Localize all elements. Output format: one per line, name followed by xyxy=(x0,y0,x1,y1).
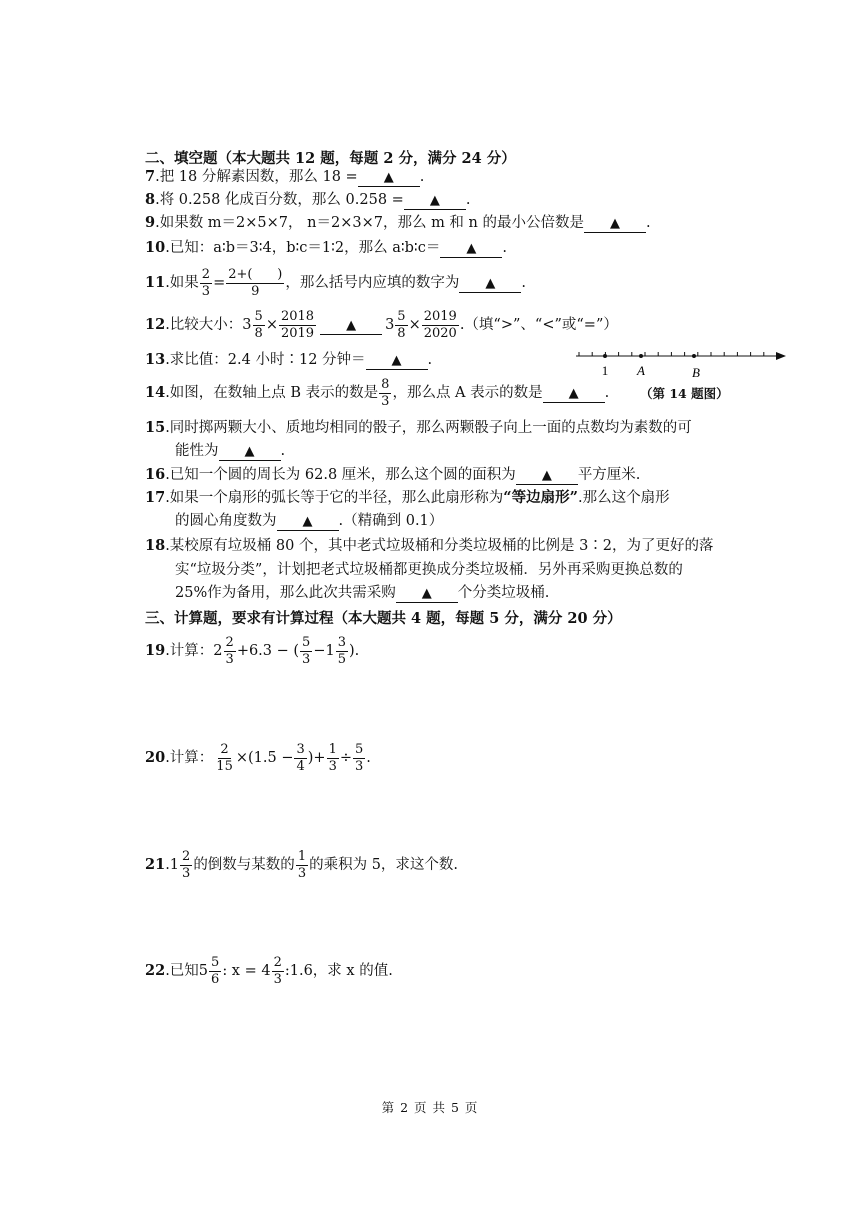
question-17-line-2 xyxy=(175,511,443,531)
times-sign: × xyxy=(265,317,278,333)
answer-blank[interactable] xyxy=(459,275,521,293)
question-text: .如图，在数轴上点 B 表示的数是 xyxy=(165,385,379,401)
fraction xyxy=(353,742,365,775)
question-text-end: 个分类垃圾桶. xyxy=(457,585,550,601)
numerator: 2019 xyxy=(423,308,457,324)
denominator: 3 xyxy=(225,651,234,667)
fraction xyxy=(296,849,308,882)
point-B xyxy=(692,354,696,358)
denominator: 2019 xyxy=(280,325,315,341)
question-number: 14 xyxy=(145,384,166,401)
denominator: 3 xyxy=(182,865,191,881)
question-11 xyxy=(145,264,526,302)
answer-blank[interactable] xyxy=(396,585,458,603)
denominator: 2020 xyxy=(423,325,457,341)
question-18-line-3 xyxy=(175,583,549,603)
fraction xyxy=(300,635,312,668)
question-10 xyxy=(145,238,507,258)
question-text: ，那么括号内应填的数字为 xyxy=(285,275,460,291)
answer-blank[interactable] xyxy=(516,467,578,485)
question-12 xyxy=(145,306,618,344)
question-18-line-2 xyxy=(175,560,683,580)
fraction xyxy=(294,742,306,775)
fraction xyxy=(200,267,212,300)
fraction xyxy=(422,309,459,342)
question-15-line-2 xyxy=(175,441,285,461)
denominator: 8 xyxy=(397,325,406,341)
question-number: 11 xyxy=(145,274,166,291)
question-text-end: . xyxy=(645,215,651,231)
question-17 xyxy=(145,488,670,508)
question-7 xyxy=(145,167,424,187)
question-text: .如果 xyxy=(165,275,199,291)
mixed-number xyxy=(213,632,237,670)
numerator: 3 xyxy=(337,634,346,650)
question-number: 13 xyxy=(145,351,166,368)
numerator: 2+( ) xyxy=(228,266,283,282)
denominator: 3 xyxy=(302,651,311,667)
numerator: 2 xyxy=(182,848,191,864)
question-number: 16 xyxy=(145,466,166,483)
triangle-mark: ▲ xyxy=(541,468,552,483)
question-text: .已知5 xyxy=(165,963,209,979)
question-8 xyxy=(145,190,470,210)
denominator: 6 xyxy=(211,971,220,987)
answer-blank[interactable] xyxy=(440,240,502,258)
question-number: 21 xyxy=(145,856,166,873)
question-number: 12 xyxy=(145,316,166,333)
question-text: .把 18 分解素因数，那么 18 = xyxy=(155,169,358,185)
point-1 xyxy=(603,354,607,358)
question-text: 的圆心角度数为 xyxy=(175,513,277,529)
question-text: .某校原有垃圾桶 80 个，其中老式垃圾桶和分类垃圾桶的比例是 3∶2，为了更好的落 xyxy=(165,538,714,554)
question-number: 10 xyxy=(145,239,166,256)
fraction xyxy=(327,742,339,775)
fraction xyxy=(180,849,192,882)
numerator: 5 xyxy=(355,741,364,757)
answer-blank[interactable] xyxy=(366,352,428,370)
numerator: 2 xyxy=(220,741,229,757)
whole-part: 3 xyxy=(242,317,252,333)
triangle-mark: ▲ xyxy=(485,276,496,291)
question-text: ，那么点 A 表示的数是 xyxy=(392,385,543,401)
question-text: :1.6，求 x 的值. xyxy=(284,963,393,979)
question-text-end: 平方厘米. xyxy=(577,467,641,483)
triangle-mark: ▲ xyxy=(429,193,440,208)
label-B: B xyxy=(692,365,700,380)
expression-text: −1 xyxy=(313,643,335,659)
question-number: 17 xyxy=(145,489,166,506)
fraction xyxy=(272,955,284,988)
answer-blank[interactable] xyxy=(320,317,382,335)
question-text: 25%作为备用，那么此次共需采购 xyxy=(175,585,396,601)
question-text: .求比值：2.4 小时∶12 分钟＝ xyxy=(165,352,366,368)
fraction xyxy=(224,635,236,668)
question-text-end: . xyxy=(521,275,526,291)
expression-text: +6.3 − ( xyxy=(236,643,300,659)
label-1: 1 xyxy=(601,363,609,378)
question-15 xyxy=(145,418,692,438)
denominator: 9 xyxy=(251,283,260,299)
question-text: .那么这个扇形 xyxy=(577,490,670,506)
question-text-end: . xyxy=(427,352,433,368)
expression-text: . xyxy=(366,750,371,766)
question-number: 7 xyxy=(145,168,156,185)
fraction xyxy=(226,267,284,300)
question-text: .同时掷两颗大小、质地均相同的骰子，那么两颗骰子向上一面的点数均为素数的可 xyxy=(165,420,692,436)
figure-caption: （第 14 题图） xyxy=(640,386,729,401)
numerator: 1 xyxy=(297,848,307,864)
question-text-end: . xyxy=(419,169,425,185)
numerator: 5 xyxy=(254,308,263,324)
fraction xyxy=(279,309,316,342)
fraction xyxy=(209,955,221,988)
triangle-mark: ▲ xyxy=(383,170,394,185)
question-number: 20 xyxy=(145,749,166,766)
numerator: 2 xyxy=(273,954,282,970)
numerator: 5 xyxy=(302,634,311,650)
numerator: 8 xyxy=(381,376,390,392)
triangle-mark: ▲ xyxy=(302,514,313,529)
denominator: 5 xyxy=(337,651,346,667)
denominator: 3 xyxy=(273,971,282,987)
question-text-end: . xyxy=(502,240,507,256)
expression-text: ×(1.5 − xyxy=(235,750,294,766)
numerator: 1 xyxy=(328,741,337,757)
numerator: 2018 xyxy=(280,308,315,324)
triangle-mark: ▲ xyxy=(391,353,402,368)
question-text-end: .（精确到 0.1） xyxy=(338,513,444,529)
question-number: 8 xyxy=(145,191,156,208)
section-2-heading: 二、填空题（本大题共 12 题，每题 2 分，满分 24 分） xyxy=(145,150,516,167)
answer-blank[interactable] xyxy=(543,385,605,403)
mixed-number xyxy=(385,306,409,344)
question-14 xyxy=(145,374,609,412)
question-22 xyxy=(145,952,393,990)
fraction xyxy=(336,635,348,668)
question-text: 能性为 xyxy=(175,443,219,459)
question-21 xyxy=(145,846,458,884)
triangle-mark: ▲ xyxy=(466,241,477,256)
question-text: 的倒数与某数的 xyxy=(193,857,295,873)
numerator: 5 xyxy=(397,308,406,324)
expression-text: ). xyxy=(348,643,360,659)
answer-blank[interactable] xyxy=(277,513,339,531)
arrow-head-icon xyxy=(776,352,786,360)
question-text: .1 xyxy=(165,857,180,873)
question-text: .如果数 m＝2×5×7， n＝2×3×7，那么 m 和 n 的最小公倍数是 xyxy=(155,215,584,231)
fraction xyxy=(395,309,407,342)
answer-blank[interactable] xyxy=(584,215,646,233)
question-text: : x = 4 xyxy=(222,963,271,979)
numerator: 3 xyxy=(296,741,305,757)
question-text-end: .（填“>”、“<”或“=”） xyxy=(459,317,618,333)
triangle-mark: ▲ xyxy=(346,318,357,333)
question-text: .如果一个扇形的弧长等于它的半径，那么此扇形称为 xyxy=(165,490,504,506)
answer-blank[interactable] xyxy=(404,192,466,210)
fraction xyxy=(379,377,391,410)
triangle-mark: ▲ xyxy=(421,586,432,601)
expression-text: )+ xyxy=(307,750,326,766)
question-16 xyxy=(145,465,640,485)
section-3-heading: 三、计算题，要求有计算过程（本大题共 4 题，每题 5 分，满分 20 分） xyxy=(145,610,622,627)
question-text: 的乘积为 5，求这个数. xyxy=(309,857,459,873)
denominator: 4 xyxy=(296,758,305,774)
question-number: 18 xyxy=(145,537,166,554)
whole-part: 3 xyxy=(385,317,395,333)
point-A xyxy=(639,354,643,358)
whole-part: 2 xyxy=(213,643,223,659)
question-number: 15 xyxy=(145,419,166,436)
triangle-mark: ▲ xyxy=(568,386,579,401)
equals-sign: = xyxy=(213,275,226,291)
question-19 xyxy=(145,632,359,670)
question-text-end: . xyxy=(465,192,471,208)
label-A: A xyxy=(637,363,645,378)
question-number: 22 xyxy=(145,962,166,979)
question-number: 19 xyxy=(145,642,166,659)
denominator: 3 xyxy=(297,865,307,881)
numerator: 2 xyxy=(201,266,211,282)
question-text: .将 0.258 化成百分数，那么 0.258 = xyxy=(155,192,404,208)
question-text: .计算： xyxy=(165,643,214,659)
emphasized-term: “等边扇形” xyxy=(503,489,578,506)
denominator: 3 xyxy=(355,758,364,774)
numerator: 5 xyxy=(211,954,220,970)
fraction xyxy=(253,309,265,342)
question-text: .已知一个圆的周长为 62.8 厘米，那么这个圆的面积为 xyxy=(165,467,516,483)
mixed-number xyxy=(242,306,266,344)
question-number: 9 xyxy=(145,214,156,231)
denominator: 8 xyxy=(254,325,263,341)
question-text-end: . xyxy=(280,443,286,459)
question-9 xyxy=(145,213,651,233)
answer-blank[interactable] xyxy=(219,443,281,461)
triangle-mark: ▲ xyxy=(244,444,255,459)
question-text-end: . xyxy=(604,385,610,401)
denominator: 15 xyxy=(216,758,233,774)
question-18 xyxy=(145,536,714,556)
triangle-mark: ▲ xyxy=(609,216,620,231)
question-text: .比较大小： xyxy=(165,317,243,333)
denominator: 3 xyxy=(201,283,211,299)
denominator: 3 xyxy=(328,758,337,774)
divide-sign: ÷ xyxy=(339,750,352,766)
numerator: 2 xyxy=(225,634,234,650)
times-sign: × xyxy=(408,317,421,333)
question-text: .计算： xyxy=(165,750,214,766)
question-20 xyxy=(145,739,371,777)
question-text: 实“垃圾分类”，计划把老式垃圾桶都更换成分类垃圾桶．另外再采购更换总数的 xyxy=(175,562,683,578)
answer-blank[interactable] xyxy=(358,169,420,187)
denominator: 3 xyxy=(381,393,390,409)
fraction xyxy=(214,742,235,775)
page-footer: 第 2 页 共 5 页 xyxy=(381,1100,479,1115)
question-text: .已知：a∶b＝3∶4，b∶c＝1∶2，那么 a∶b∶c＝ xyxy=(165,240,441,256)
question-13 xyxy=(145,350,432,370)
